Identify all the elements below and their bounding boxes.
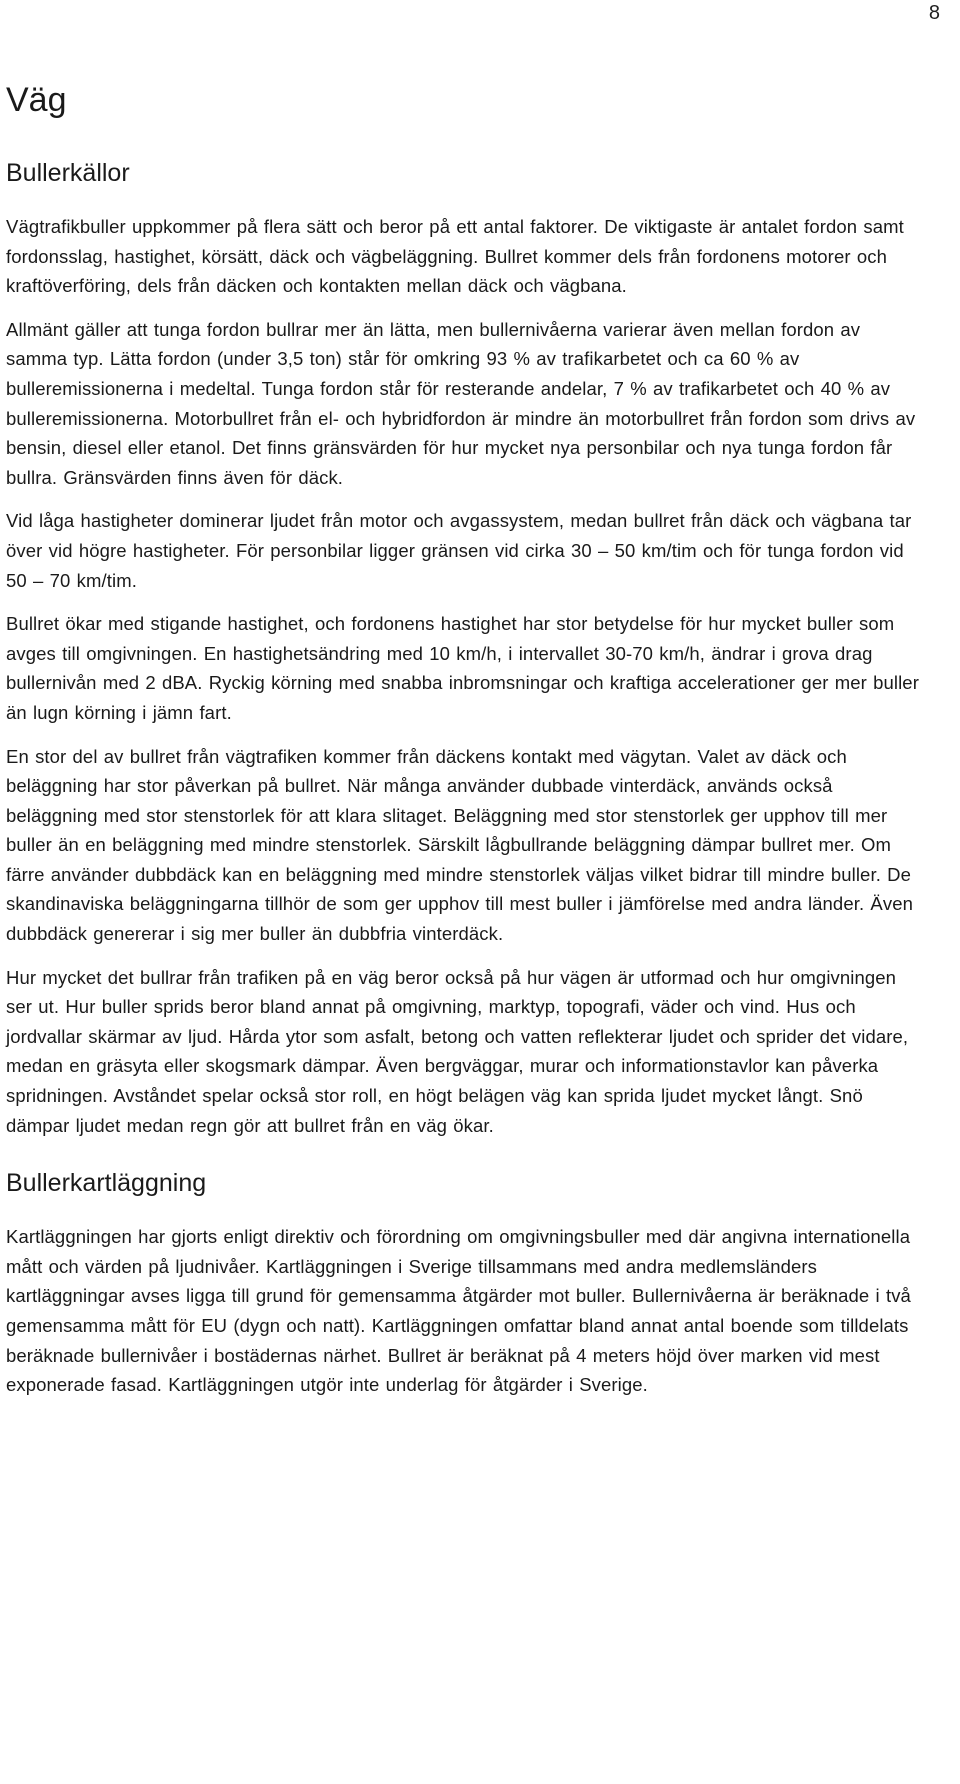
paragraph: Vid låga hastigheter dominerar ljudet från motor och avgassystem, medan bullret från däck och vägbana tar över vid högre hastigheter. För personbilar ligger gränsen vid cirka 30 – 50 km/tim och för tunga fordon vid 50 – 70 km/tim. bbox=[6, 510, 912, 591]
page-number: 8 bbox=[928, 2, 940, 24]
paragraph: Vägtrafikbuller uppkommer på flera sätt och beror på ett antal faktorer. De viktigaste är antalet fordon samt fordonsslag, hastighet, körsätt, däck och vägbeläggning. Bullret kommer dels från fordonens motorer och kraftöverföring, dels från däcken och kontakten mellan däck och vägbana. bbox=[6, 216, 904, 297]
paragraph: Bullret ökar med stigande hastighet, och fordonens hastighet har stor betydelse för hur mycket buller som avges till omgivningen. En hastighetsändring med 10 km/h, i intervallet 30-70 km/h, ändrar i grova drag bullernivån med 2 dBA. Ryckig körning med snabba inbromsningar och kraftiga accelerationer ger mer buller än lugn körning i jämn fart. bbox=[6, 613, 919, 723]
page-title: Väg bbox=[6, 81, 67, 119]
paragraph: Kartläggningen har gjorts enligt direktiv och förordning om omgivningsbuller med där angivna internationella mått och värden på ljudnivåer. Kartläggningen i Sverige tillsammans med andra medlemsländers kartläggningar avses ligga till grund för gemensamma åtgärder mot buller. Bullernivåerna är beräknade i två gemensamma mått för EU (dygn och natt). Kartläggningen omfattar bland annat antal boende som tilldelats beräknade bullernivåer i bostädernas närhet. Bullret är beräknat på 4 meters höjd över marken vid mest exponerade fasad. Kartläggningen utgör inte underlag för åtgärder i Sverige. bbox=[6, 1226, 911, 1396]
section-heading: Bullerkartläggning bbox=[6, 1169, 207, 1198]
document-body bbox=[6, 78, 926, 1414]
paragraph: Allmänt gäller att tunga fordon bullrar mer än lätta, men bullernivåerna varierar även mellan fordon av samma typ. Lätta fordon (under 3,5 ton) står för omkring 93 % av trafikarbetet och ca 60 % av bulleremissionerna i medeltal. Tunga fordon står för resterande andelar, 7 % av trafikarbetet och 40 % av bulleremissionerna. Motorbullret från el- och hybridfordon är mindre än motorbullret från fordon som drivs av bensin, diesel eller etanol. Det finns gränsvärden för hur mycket nya personbilar och nya tunga fordon får bullra. Gränsvärden finns även för däck. bbox=[6, 318, 916, 488]
section-heading: Bullerkällor bbox=[6, 159, 130, 187]
section-bullerkartlaggning bbox=[6, 1166, 926, 1400]
paragraph: En stor del av bullret från vägtrafiken kommer från däckens kontakt med vägytan. Valet av däck och beläggning har stor påverkan på bullret. När många använder dubbade vinterdäck, används också beläggning med stor stenstorlek för att klara slitaget. Beläggning med stor stenstorlek ger upphov till mer buller än en beläggning med mindre stenstorlek. Särskilt lågbullrande beläggning dämpar bullret mer. Om färre använder dubbdäck kan en beläggning med mindre stenstorlek väljas vilket bidrar till mindre buller. De skandinaviska beläggningarna tillhör de som ger upphov till mest buller i jämförelse med andra länder. Även dubbdäck genererar i sig mer buller än dubbfria vinterdäck. bbox=[6, 745, 913, 945]
section-bullerkallor bbox=[6, 156, 926, 1140]
paragraph: Hur mycket det bullrar från trafiken på en väg beror också på hur vägen är utformad och hur omgivningen ser ut. Hur buller sprids beror bland annat på omgivning, marktyp, topografi, väder och vind. Hus och jordvallar skärmar av ljud. Hårda ytor som asfalt, betong och vatten reflekterar ljudet och sprider det vidare, medan en gräsyta eller skogsmark dämpar. Även bergväggar, murar och informationstavlor kan påverka spridningen. Avståndet spelar också stor roll, en högt belägen väg kan sprida ljudet mycket långt. Snö dämpar ljudet medan regn gör att bullret från en väg ökar. bbox=[6, 966, 909, 1136]
